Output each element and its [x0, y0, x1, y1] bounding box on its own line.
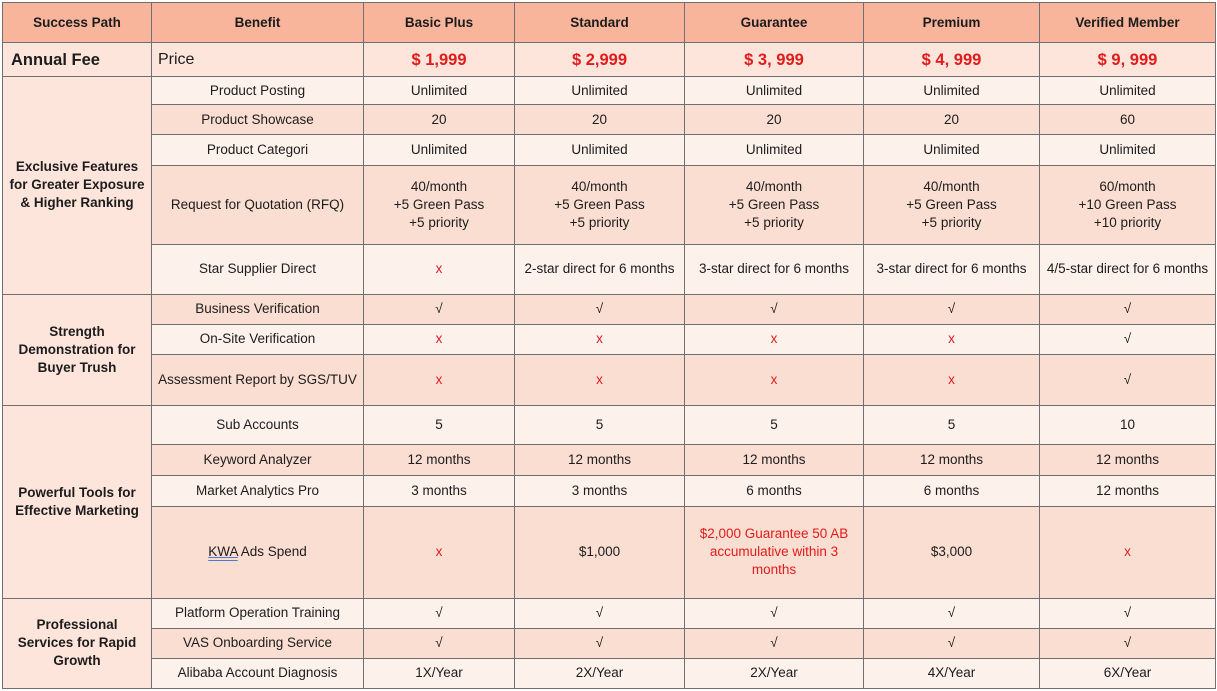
- plan-value: 3 months: [515, 476, 685, 507]
- plan-value: 10: [1040, 406, 1216, 445]
- benefit-label: Market Analytics Pro: [152, 476, 364, 507]
- plan-value: [864, 166, 1040, 244]
- rfq-green-pass: +5 Green Pass: [554, 196, 645, 212]
- benefit-label: VAS Onboarding Service: [152, 628, 364, 658]
- plan-value: Unlimited: [364, 135, 515, 166]
- benefit-label: On-Site Verification: [152, 324, 364, 354]
- check-icon: √: [515, 294, 685, 324]
- annual-fee-label: Annual Fee: [3, 43, 152, 77]
- plan-value: 20: [685, 105, 864, 135]
- plan-value: 12 months: [364, 445, 515, 476]
- benefit-label: Platform Operation Training: [152, 598, 364, 628]
- benefit-label: Sub Accounts: [152, 406, 364, 445]
- plan-value: Unlimited: [864, 135, 1040, 166]
- check-icon: √: [685, 598, 864, 628]
- col-header-plan: Premium: [864, 3, 1040, 43]
- table-row: [3, 244, 1216, 294]
- cross-icon: x: [364, 324, 515, 354]
- rfq-priority: +5 priority: [569, 214, 630, 230]
- cross-icon: x: [1040, 507, 1216, 598]
- check-icon: √: [1040, 354, 1216, 405]
- plan-value: [685, 166, 864, 244]
- rfq-monthly: 40/month: [745, 178, 803, 194]
- rfq-monthly: 40/month: [923, 178, 980, 194]
- check-icon: √: [685, 294, 864, 324]
- table-row: [3, 406, 1216, 445]
- col-header-benefit: Benefit: [152, 3, 364, 43]
- check-icon: √: [864, 598, 1040, 628]
- benefit-label: Request for Quotation (RFQ): [152, 166, 364, 244]
- rfq-green-pass: +5 Green Pass: [393, 196, 485, 212]
- col-header-plan: Basic Plus: [364, 3, 515, 43]
- header-row: [3, 3, 1216, 43]
- plan-value: 3-star direct for 6 months: [864, 244, 1040, 294]
- plan-price: $ 3, 999: [685, 43, 864, 77]
- pricing-comparison-table: [2, 2, 1216, 689]
- section-label-exposure: Exclusive Features for Greater Exposure & Higher Ranking: [3, 77, 152, 295]
- plan-value: 12 months: [685, 445, 864, 476]
- cross-icon: x: [864, 324, 1040, 354]
- plan-value: 1X/Year: [364, 658, 515, 688]
- plan-value: Unlimited: [864, 77, 1040, 105]
- plan-value: 2X/Year: [685, 658, 864, 688]
- plan-value: Unlimited: [1040, 77, 1216, 105]
- plan-value: Unlimited: [685, 135, 864, 166]
- plan-value: Unlimited: [364, 77, 515, 105]
- rfq-priority: +5 priority: [409, 214, 469, 230]
- section-label-marketing: Powerful Tools for Effective Marketing: [3, 406, 152, 599]
- check-icon: √: [364, 628, 515, 658]
- rfq-monthly: 60/month: [1099, 178, 1156, 194]
- benefit-label: Business Verification: [152, 294, 364, 324]
- kwa-abbrev: KWA: [208, 544, 238, 560]
- plan-value: 5: [364, 406, 515, 445]
- plan-value: 2-star direct for 6 months: [515, 244, 685, 294]
- rfq-green-pass: +10 Green Pass: [1078, 196, 1177, 212]
- table-row: [3, 294, 1216, 324]
- benefit-label: Keyword Analyzer: [152, 445, 364, 476]
- plan-value: 12 months: [515, 445, 685, 476]
- plan-price: $ 9, 999: [1040, 43, 1216, 77]
- cross-icon: x: [685, 324, 864, 354]
- section-label-services: Professional Services for Rapid Growth: [3, 598, 152, 688]
- table-row: [3, 476, 1216, 507]
- cross-icon: x: [515, 354, 685, 405]
- col-header-plan: Standard: [515, 3, 685, 43]
- benefit-label: [152, 507, 364, 598]
- cross-icon: x: [515, 324, 685, 354]
- plan-value: 5: [685, 406, 864, 445]
- table-row: [3, 77, 1216, 105]
- check-icon: √: [515, 628, 685, 658]
- plan-price: $ 2,999: [515, 43, 685, 77]
- price-label: Price: [152, 43, 364, 77]
- plan-value: $1,000: [515, 507, 685, 598]
- check-icon: √: [364, 598, 515, 628]
- benefit-label: Alibaba Account Diagnosis: [152, 658, 364, 688]
- benefit-label: Product Showcase: [152, 105, 364, 135]
- benefit-label: Assessment Report by SGS/TUV: [152, 354, 364, 405]
- rfq-priority: +5 priority: [921, 214, 982, 230]
- table-row: [3, 598, 1216, 628]
- plan-value: 2X/Year: [515, 658, 685, 688]
- plan-value: 4/5-star direct for 6 months: [1040, 244, 1216, 294]
- rfq-green-pass: +5 Green Pass: [906, 196, 997, 212]
- table-row: [3, 507, 1216, 598]
- plan-value: 4X/Year: [864, 658, 1040, 688]
- plan-value: 20: [364, 105, 515, 135]
- check-icon: √: [864, 294, 1040, 324]
- check-icon: √: [864, 628, 1040, 658]
- benefit-label: Star Supplier Direct: [152, 244, 364, 294]
- check-icon: √: [1040, 324, 1216, 354]
- plan-value: 12 months: [864, 445, 1040, 476]
- benefit-label: Product Posting: [152, 77, 364, 105]
- check-icon: √: [515, 598, 685, 628]
- benefit-label: Product Categori: [152, 135, 364, 166]
- plan-value: 5: [515, 406, 685, 445]
- cross-icon: x: [364, 244, 515, 294]
- col-header-plan: Verified Member: [1040, 3, 1216, 43]
- table-row: [3, 628, 1216, 658]
- col-header-success-path: Success Path: [3, 3, 152, 43]
- col-header-plan: Guarantee: [685, 3, 864, 43]
- table-row: [3, 658, 1216, 688]
- plan-value: 6X/Year: [1040, 658, 1216, 688]
- rfq-priority: +10 priority: [1093, 214, 1162, 230]
- plan-value: $3,000: [864, 507, 1040, 598]
- plan-value: Unlimited: [515, 77, 685, 105]
- plan-value: [515, 166, 685, 244]
- plan-value-guarantee: $2,000 Guarantee 50 AB accumulative within 3 months: [685, 507, 864, 598]
- section-label-trust: Strength Demonstration for Buyer Trush: [3, 294, 152, 405]
- plan-value: [1040, 166, 1216, 244]
- plan-value: 20: [515, 105, 685, 135]
- check-icon: √: [1040, 294, 1216, 324]
- check-icon: √: [685, 628, 864, 658]
- plan-value: 5: [864, 406, 1040, 445]
- check-icon: √: [364, 294, 515, 324]
- rfq-priority: +5 priority: [744, 214, 804, 230]
- table-row: [3, 105, 1216, 135]
- plan-value: Unlimited: [1040, 135, 1216, 166]
- rfq-monthly: 40/month: [571, 178, 628, 194]
- table-row: [3, 445, 1216, 476]
- plan-value: 60: [1040, 105, 1216, 135]
- plan-value: 20: [864, 105, 1040, 135]
- plan-value: 6 months: [685, 476, 864, 507]
- plan-value: 3-star direct for 6 months: [685, 244, 864, 294]
- table-row: [3, 324, 1216, 354]
- plan-price: $ 4, 999: [864, 43, 1040, 77]
- rfq-green-pass: +5 Green Pass: [728, 196, 820, 212]
- plan-value: Unlimited: [515, 135, 685, 166]
- table-row: [3, 354, 1216, 405]
- rfq-monthly: 40/month: [410, 178, 468, 194]
- plan-value: 3 months: [364, 476, 515, 507]
- table-row: [3, 166, 1216, 244]
- plan-value: Unlimited: [685, 77, 864, 105]
- plan-value: 12 months: [1040, 445, 1216, 476]
- table-row: [3, 135, 1216, 166]
- benefit-label-suffix: Ads Spend: [237, 544, 307, 560]
- plan-price: $ 1,999: [364, 43, 515, 77]
- plan-value: 12 months: [1040, 476, 1216, 507]
- cross-icon: x: [685, 354, 864, 405]
- plan-value: [364, 166, 515, 244]
- annual-fee-row: [3, 43, 1216, 77]
- check-icon: √: [1040, 628, 1216, 658]
- cross-icon: x: [364, 354, 515, 405]
- plan-value: 6 months: [864, 476, 1040, 507]
- cross-icon: x: [864, 354, 1040, 405]
- cross-icon: x: [364, 507, 515, 598]
- check-icon: √: [1040, 598, 1216, 628]
